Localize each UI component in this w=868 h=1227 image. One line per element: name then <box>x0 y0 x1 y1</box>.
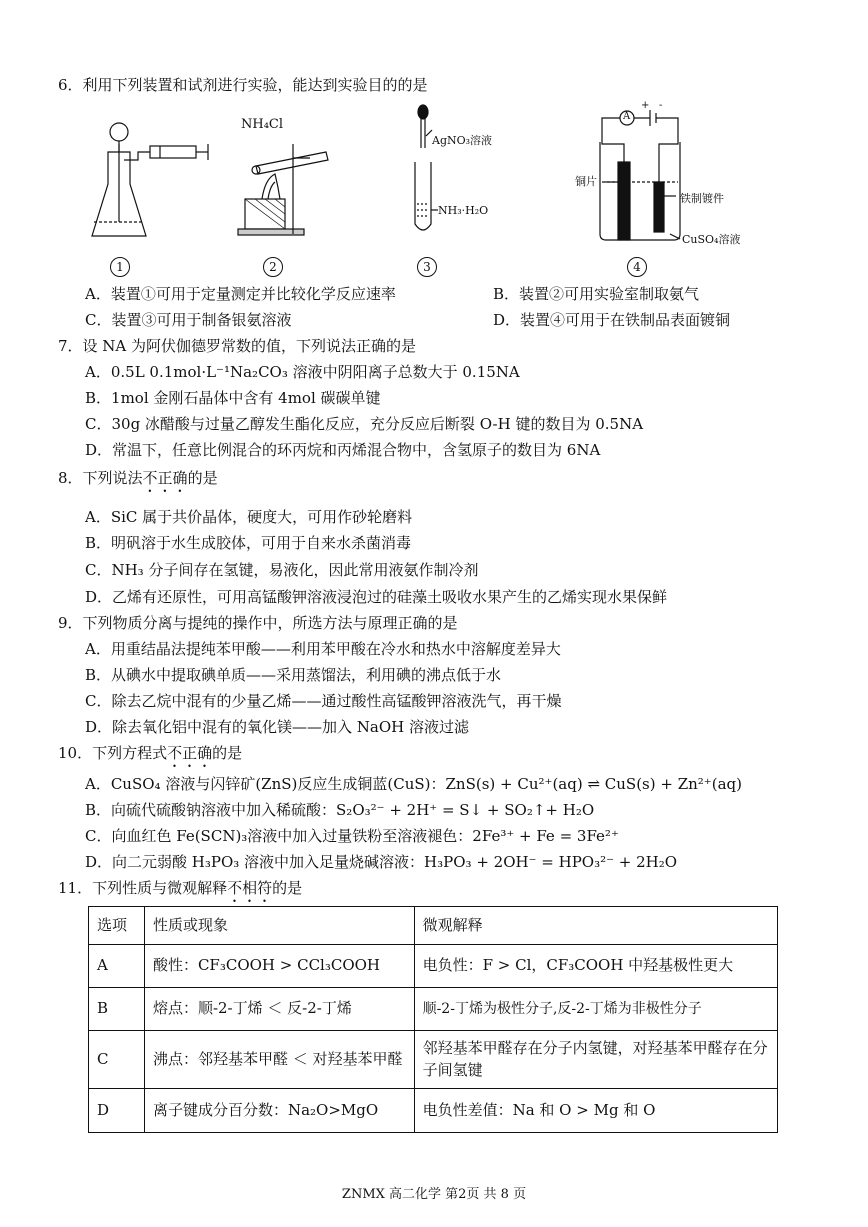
table-cell: D <box>89 1089 145 1133</box>
q6-option-b: B．装置②可用实验室制取氨气 <box>493 285 700 303</box>
table-cell: B <box>89 988 145 1031</box>
q8-option-b: B．明矾溶于水生成胶体，可用于自来水杀菌消毒 <box>85 534 412 552</box>
q11-stem <box>58 877 302 906</box>
table-row <box>89 1031 778 1089</box>
apparatus-2-heating-tube <box>238 144 328 235</box>
q10-option-c: C．向血红色 Fe(SCN)₃溶液中加入过量铁粉至溶液褪色：2Fe³⁺ + Fe = 3Fe²⁺ <box>85 827 619 845</box>
table-row <box>89 1089 778 1133</box>
q8-option-a: A．SiC 属于共价晶体，硬度大，可用作砂轮磨料 <box>85 508 413 526</box>
q9-option-c: C．除去乙烷中混有的少量乙烯——通过酸性高锰酸钾溶液洗气，再干燥 <box>85 692 562 710</box>
q9-stem: 9．下列物质分离与提纯的操作中，所选方法与原理正确的是 <box>58 614 458 632</box>
apparatus-number-1: 1 <box>110 257 130 277</box>
table-cell: A <box>89 945 145 988</box>
q8-option-c: C．NH₃ 分子间存在氢键，易液化，因此常用液氨作制冷剂 <box>85 561 479 579</box>
q11-stem-emphasis: 不相符 <box>227 879 273 897</box>
q11-table <box>88 906 778 1133</box>
table-cell: 离子键成分百分数：Na₂O>MgO <box>144 1089 414 1133</box>
table-header-cell: 性质或现象 <box>144 907 414 945</box>
q10-option-a: A．CuSO₄ 溶液与闪锌矿(ZnS)反应生成铜蓝(CuS)：ZnS(s) + Cu²⁺(aq) ⇌ CuS(s) + Zn²⁺(aq) <box>85 775 742 793</box>
q7-option-d: D．常温下，任意比例混合的环丙烷和丙烯混合物中，含氢原子的数目为 6NA <box>85 441 601 459</box>
apparatus-number-3: 3 <box>417 257 437 277</box>
apparatus-4-electroplating <box>600 110 680 240</box>
apparatus-figure <box>80 104 780 254</box>
table-header-cell: 选项 <box>89 907 145 945</box>
q10-stem-post: 的是 <box>212 744 243 762</box>
q6-option-c: C．装置③可用于制备银氨溶液 <box>85 311 292 329</box>
q9-option-d: D．除去氧化铝中混有的氧化镁——加入 NaOH 溶液过滤 <box>85 718 470 736</box>
q9-option-b: B．从碘水中提取碘单质——采用蒸馏法，利用碘的沸点低于水 <box>85 666 502 684</box>
label-copper: 铜片 <box>575 175 597 188</box>
q7-stem: 7．设 NA 为阿伏伽德罗常数的值，下列说法正确的是 <box>58 337 417 355</box>
table-header-cell: 微观解释 <box>414 907 777 945</box>
table-row <box>89 988 778 1031</box>
q8-stem-post: 的是 <box>187 469 218 487</box>
q6-stem: 6．利用下列装置和试剂进行实验，能达到实验目的的是 <box>58 76 428 94</box>
q8-stem <box>58 467 218 496</box>
q9-option-a: A．用重结晶法提纯苯甲酸——利用苯甲酸在冷水和热水中溶解度差异大 <box>85 640 561 658</box>
apparatus-3-test-tube <box>415 105 438 230</box>
q10-option-d: D．向二元弱酸 H₃PO₃ 溶液中加入足量烧碱溶液：H₃PO₃ + 2OH⁻ = HPO₃²⁻ + 2H₂O <box>85 853 678 871</box>
table-cell: 沸点：邻羟基苯甲醛 ＜ 对羟基苯甲醛 <box>144 1031 414 1089</box>
table-cell: 顺-2-丁烯为极性分子,反-2-丁烯为非极性分子 <box>414 988 777 1031</box>
table-cell: 邻羟基苯甲醛存在分子内氢键，对羟基苯甲醛存在分子间氢键 <box>414 1031 777 1089</box>
label-ammeter: A <box>623 111 631 122</box>
page-footer: ZNMX 高二化学 第2页 共 8 页 <box>341 1187 527 1202</box>
apparatus-1-flask-syringe <box>92 123 208 236</box>
apparatus-number-2: 2 <box>263 257 283 277</box>
label-nh4cl: NH₄Cl <box>241 117 284 132</box>
q7-option-c: C．30g 冰醋酸与过量乙醇发生酯化反应，充分反应后断裂 O-H 键的数目为 0.5NA <box>85 415 644 433</box>
label-plus: + <box>641 100 650 111</box>
label-agno3: AgNO₃溶液 <box>432 134 493 147</box>
table-cell: 电负性差值：Na 和 O > Mg 和 O <box>414 1089 777 1133</box>
q6-option-d: D．装置④可用于在铁制品表面镀铜 <box>493 311 731 329</box>
q10-option-b: B．向硫代硫酸钠溶液中加入稀硫酸：S₂O₃²⁻ + 2H⁺ = S↓ + SO₂↑+ H₂O <box>85 801 595 819</box>
q8-stem-emphasis: 不正确 <box>142 469 188 487</box>
label-iron: 铁制镀件 <box>680 192 724 205</box>
label-minus: - <box>659 100 663 111</box>
table-cell: 熔点：顺-2-丁烯 ＜ 反-2-丁烯 <box>144 988 414 1031</box>
table-row <box>89 945 778 988</box>
table-cell: C <box>89 1031 145 1089</box>
table-cell: 电负性：F > Cl，CF₃COOH 中羟基极性更大 <box>414 945 777 988</box>
table-cell: 酸性：CF₃COOH > CCl₃COOH <box>144 945 414 988</box>
q10-stem <box>58 742 242 771</box>
label-cuso4: CuSO₄溶液 <box>682 233 741 246</box>
apparatus-number-4: 4 <box>627 257 647 277</box>
q8-stem-pre: 8．下列说法 <box>58 469 143 487</box>
q6-option-a: A．装置①可用于定量测定并比较化学反应速率 <box>85 285 396 303</box>
q7-option-b: B．1mol 金刚石晶体中含有 4mol 碳碳单键 <box>85 389 381 407</box>
q11-stem-pre: 11．下列性质与微观解释 <box>58 879 228 897</box>
q8-option-d: D．乙烯有还原性，可用高锰酸钾溶液浸泡过的硅藻土吸收水果产生的乙烯实现水果保鲜 <box>85 588 668 606</box>
q10-stem-emphasis: 不正确 <box>167 744 213 762</box>
q11-stem-post: 的是 <box>272 879 303 897</box>
label-nh3h2o: NH₃·H₂O <box>438 204 489 217</box>
q10-stem-pre: 10．下列方程式 <box>58 744 168 762</box>
table-header-row <box>89 907 778 945</box>
q7-option-a: A．0.5L 0.1mol·L⁻¹Na₂CO₃ 溶液中阴阳离子总数大于 0.15NA <box>85 363 520 381</box>
